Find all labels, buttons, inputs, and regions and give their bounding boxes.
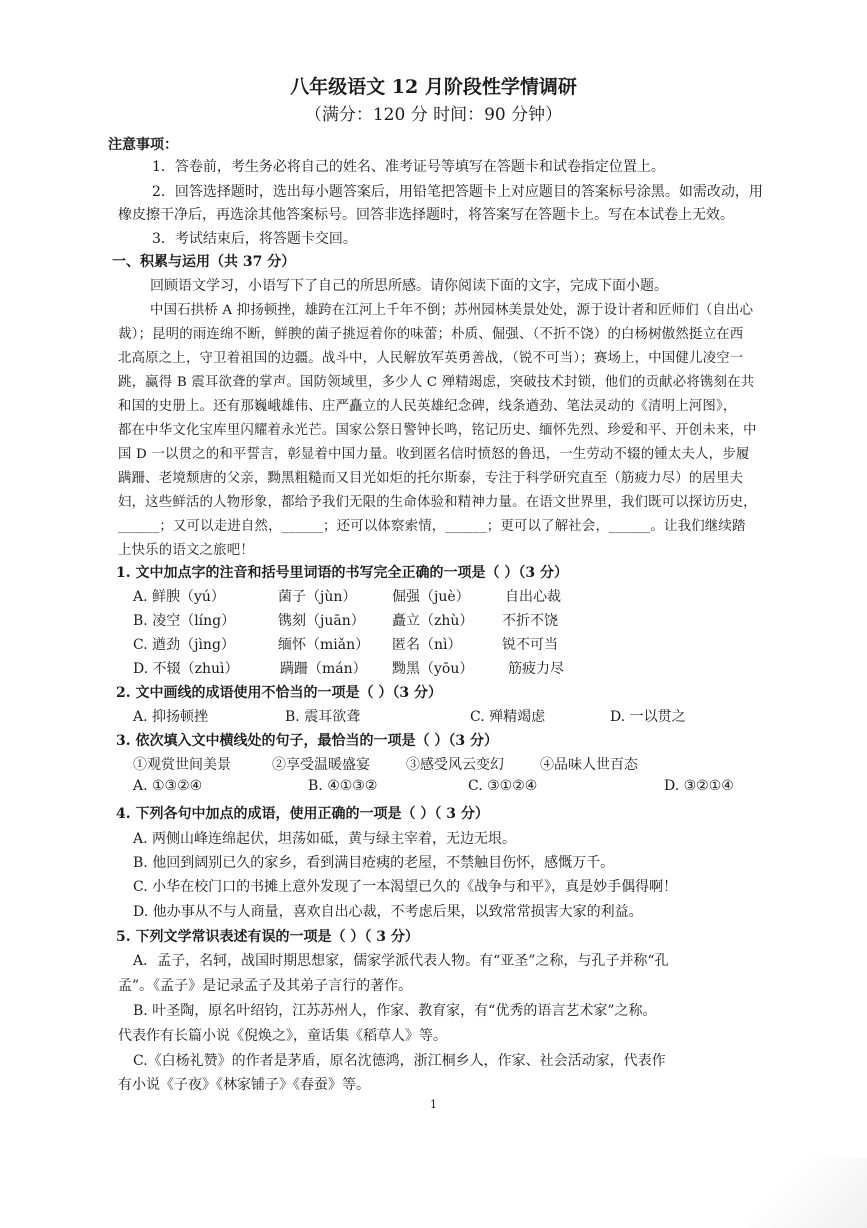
q3-option-c: C. ③①②④: [468, 778, 538, 794]
q3-option-a: A. ①③②④: [133, 778, 203, 794]
q5-option-a-line2: 孟”。《孟子》是记录孟子及其弟子言行的著作。: [118, 978, 413, 994]
q1-option-a-4: 自出心裁: [505, 589, 561, 605]
q4-stem: 4. 下列各句中加点的成语，使用正确的一项是（ ）（ 3 分）: [116, 806, 489, 822]
q4-option-d: D. 他办事从不与人商量，喜欢自出心裁，不考虑后果，以致常常损害大家的利益。: [133, 904, 643, 920]
q3-stem: 3. 依次填入文中横线处的句子，最恰当的一项是（ ）（3 分）: [116, 733, 498, 749]
q1-stem: 1. 文中加点字的注音和括号里词语的书写完全正确的一项是（ ）（3 分）: [116, 565, 568, 581]
passage-line-4: 跳，赢得 B 震耳欲聋的掌声。国防领域里，多少人 C 殚精竭虑，突破技术封锁，他们的贡献必将镌刻在共: [118, 375, 755, 390]
q4-option-c: C. 小华在校门口的书摊上意外发现了一本渴望已久的《战争与和平》，真是妙手偶得啊！: [133, 879, 678, 895]
passage-line-11: 上快乐的语文之旅吧！: [118, 543, 254, 558]
q2-stem: 2. 文中画线的成语使用不恰当的一项是（ ）（3 分）: [116, 685, 442, 701]
notes-item-2b: 橡皮擦干净后，再选涂其他答案标号。回答非选择题时，将答案写在答题卡上。写在本试卷上无效。: [118, 207, 734, 223]
q1-option-c-4: 锐不可当: [502, 637, 558, 653]
q5-option-c-line1: C.《白杨礼赞》的作者是茅盾，原名沈德鸿，浙江桐乡人，作家、社会活动家，代表作: [133, 1053, 666, 1069]
q5-stem: 5. 下列文学常识表述有误的一项是（ ）（ 3 分）: [116, 929, 419, 945]
q1-option-d-4: 筋疲力尽: [508, 661, 564, 677]
exam-subtitle: （满分：120 分 时间：90 分钟）: [304, 105, 563, 125]
q1-option-a-3: 倔强（juè）: [392, 589, 470, 605]
q4-option-a: A. 两侧山峰连绵起伏，坦荡如砥，黄与绿主宰着，无边无垠。: [133, 831, 517, 847]
passage-line-7: 国 D 一以贯之的和平誓言，彰显着中国力量。收到匿名信时愤怒的鲁迅，一生劳动不辍的锺太夫人，步履: [118, 447, 750, 462]
q5-option-a-line1: A．孟子，名轲，战国时期思想家，儒家学派代表人物。有“亚圣”之称，与孔子并称“孔: [133, 953, 669, 969]
q3-item-1: ①观赏世间美景: [133, 757, 231, 773]
scan-shadow: [747, 1158, 867, 1228]
q5-option-b-line2: 代表作有长篇小说《倪焕之》，童话集《稻草人》等。: [118, 1028, 447, 1044]
q1-option-d-3: 黝黑（yōu）: [392, 661, 474, 677]
q3-option-d: D. ③②①④: [664, 778, 734, 794]
passage-line-6: 都在中华文化宝库里闪耀着永光芒。国家公祭日警钟长鸣，铭记历史、缅怀先烈、珍爱和平、开创未来，中: [118, 423, 757, 438]
q1-option-d-1: D. 不辍（zhuì）: [133, 661, 239, 677]
q1-option-b-2: 镌刻（juān）: [278, 613, 365, 629]
passage-line-1: 中国石拱桥 A 抑扬顿挫，雄跨在江河上千年不倒；苏州园林美景处处，源于设计者和匠师们（自出心: [150, 303, 754, 318]
passage-line-10: ______；又可以走进自然，______；还可以体察索情，______；更可以了解社会，______。让我们继续踏: [118, 519, 746, 534]
q2-option-d: D. 一以贯之: [610, 709, 686, 725]
passage-line-8: 蹒跚、老境颓唐的父亲，黝黑粗糙而又目光如炬的托尔斯泰，专注于科学研究直至（筋疲力尽）的居里夫: [118, 471, 744, 486]
q1-option-b-4: 不折不饶: [502, 613, 558, 629]
q1-option-b-3: 矗立（zhù）: [392, 613, 474, 629]
q2-option-b: B. 震耳欲聋: [285, 709, 361, 725]
q3-item-3: ③感受风云变幻: [406, 757, 504, 773]
page-number: 1: [430, 1098, 437, 1111]
section1-heading: 一、积累与运用（共 37 分）: [112, 254, 296, 270]
notes-item-3: 3．考试结束后，将答题卡交回。: [152, 231, 357, 247]
q5-option-b-line1: B. 叶圣陶，原名叶绍钧，江苏苏州人，作家、教育家，有“优秀的语言艺术家”之称。: [133, 1003, 657, 1019]
q1-option-a-1: A. 鲜腴（yú）: [133, 589, 225, 605]
q2-option-a: A. 抑扬顿挫: [133, 709, 209, 725]
exam-title: 八年级语文 12 月阶段性学情调研: [290, 76, 577, 98]
q4-option-b: B. 他回到阔别已久的家乡，看到满目疮痍的老屋，不禁触目伤怀，感慨万千。: [133, 855, 615, 871]
q1-option-c-3: 匿名（nì）: [392, 637, 462, 653]
q3-option-b: B. ④①③②: [308, 778, 378, 794]
q1-option-b-1: B. 凌空（líng）: [133, 613, 236, 629]
section1-intro: 回顾语文学习，小语写下了自己的所思所感。请你阅读下面的文字，完成下面小题。: [150, 278, 668, 294]
q1-option-a-2: 菌子（jùn）: [278, 589, 357, 605]
q3-item-2: ②享受温暖盛宴: [272, 757, 370, 773]
q1-option-c-2: 缅怀（miǎn）: [278, 637, 370, 653]
q2-option-c: C. 殚精竭虑: [470, 709, 546, 725]
q1-option-d-2: 蹒跚（mán）: [280, 661, 367, 677]
q1-option-c-1: C. 遒劲（jìng）: [133, 637, 235, 653]
passage-line-9: 妇，这些鲜活的人物形象，都给予我们无限的生命体验和精神力量。在语文世界里，我们既可以探访历史，: [118, 495, 757, 510]
passage-line-3: 北高原之上，守卫着祖国的边疆。战斗中，人民解放军英勇善战，（锐不可当）；赛场上，中国健儿凌空一: [118, 351, 744, 366]
q3-item-4: ④品味人世百态: [540, 757, 638, 773]
passage-line-2: 裁）；昆明的雨连绵不断，鲜腴的菌子挑逗着你的味蕾；朴质、倔强、（不折不饶）的白杨树傲然挺立在西: [118, 327, 744, 342]
notes-item-2a: 2．回答选择题时，选出每小题答案后，用铅笔把答题卡上对应题目的答案标号涂黑。如需改动，用: [152, 184, 763, 200]
notes-heading: 注意事项：: [108, 137, 178, 153]
notes-item-1: 1．答卷前，考生务必将自己的姓名、准考证号等填写在答题卡和试卷指定位置上。: [152, 159, 665, 175]
passage-line-5: 和国的史册上。还有那巍峨雄伟、庄严矗立的人民英雄纪念碑，线条遒劲、笔法灵动的《清明上河图》，: [118, 399, 737, 414]
q5-option-c-line2: 有小说《子夜》《林家铺子》《春蚕》等。: [118, 1077, 370, 1093]
